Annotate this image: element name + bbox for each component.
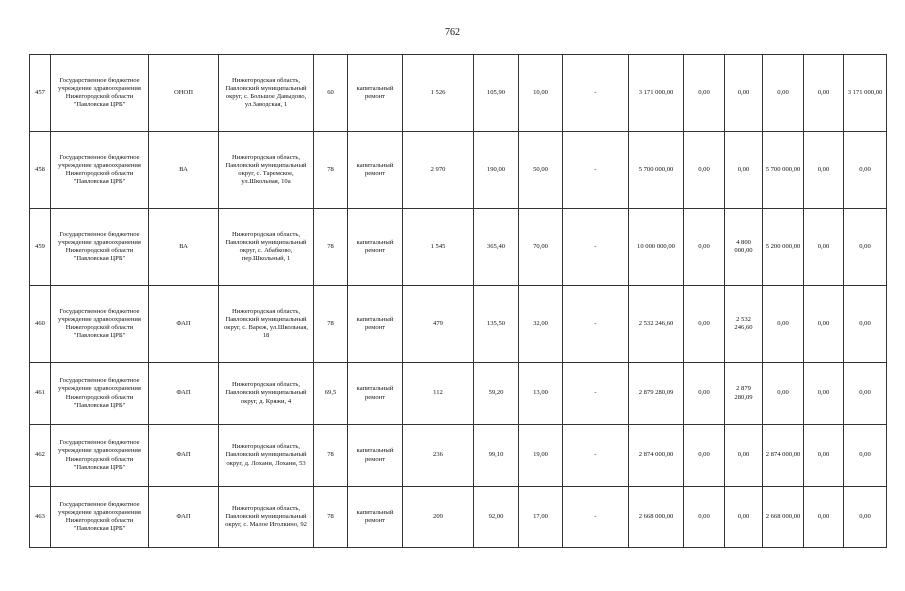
value-cell: 209 [403,487,474,548]
value-cell: 0,00 [725,487,763,548]
value-cell: 0,00 [804,286,844,363]
value-cell: 0,00 [844,286,887,363]
organization-cell: Государственное бюджетное учреждение здравоохранения Нижегородской области "Павловская ЦРБ" [51,55,149,132]
value-cell: - [563,487,629,548]
value-cell: 5 700 000,00 [763,132,804,209]
value-cell: 1 545 [403,209,474,286]
total-cost-cell: 2 879 280,09 [629,363,684,425]
value-cell: 112 [403,363,474,425]
value-cell: 0,00 [725,55,763,132]
year-cell: 78 [314,209,348,286]
table-row [30,425,887,487]
facility-type-cell: ФАП [149,286,219,363]
address-cell: Нижегородская область, Павловский муниципальный округ, д. Кряжи, 4 [219,363,314,425]
work-type-cell: капитальный ремонт [348,286,403,363]
table-row [30,286,887,363]
table-row [30,209,887,286]
value-cell: 5 200 000,00 [763,209,804,286]
value-cell: 0,00 [804,363,844,425]
facility-type-cell: ФАП [149,363,219,425]
address-cell: Нижегородская область, Павловский муниципальный округ, д. Лохани, Лохани, 53 [219,425,314,487]
total-cost-cell: 5 700 000,00 [629,132,684,209]
work-type-cell: капитальный ремонт [348,132,403,209]
value-cell: 0,00 [804,425,844,487]
facility-type-cell: ОНОП [149,55,219,132]
value-cell: 135,50 [474,286,519,363]
table-row [30,132,887,209]
value-cell: 0,00 [684,487,725,548]
value-cell: - [563,209,629,286]
value-cell: 0,00 [725,132,763,209]
value-cell: 0,00 [763,286,804,363]
address-cell: Нижегородская область, Павловский муниципальный округ, с. Большое Давыдово, ул.Заводская, 1 [219,55,314,132]
value-cell: 0,00 [844,425,887,487]
year-cell: 60 [314,55,348,132]
value-cell: 70,00 [519,209,563,286]
value-cell: 0,00 [763,363,804,425]
value-cell: 4 800 000,00 [725,209,763,286]
value-cell: 0,00 [684,55,725,132]
address-cell: Нижегородская область, Павловский муниципальный округ, с. Абабково, пер.Школьный, 1 [219,209,314,286]
value-cell: 0,00 [684,286,725,363]
value-cell: 19,00 [519,425,563,487]
value-cell: 0,00 [684,363,725,425]
value-cell: 0,00 [804,209,844,286]
value-cell: 0,00 [725,425,763,487]
row-number: 460 [30,286,51,363]
year-cell: 78 [314,425,348,487]
year-cell: 78 [314,132,348,209]
year-cell: 69,5 [314,363,348,425]
facility-type-cell: ВА [149,132,219,209]
value-cell: 99,10 [474,425,519,487]
value-cell: 0,00 [844,209,887,286]
value-cell: 1 526 [403,55,474,132]
address-cell: Нижегородская область, Павловский муниципальный округ, с. Вареж, ул.Школьная, 18 [219,286,314,363]
value-cell: 0,00 [804,55,844,132]
value-cell: 2 668 000,00 [763,487,804,548]
address-cell: Нижегородская область, Павловский муниципальный округ, с. Малое Иголкино, 92 [219,487,314,548]
value-cell: 236 [403,425,474,487]
total-cost-cell: 10 000 000,00 [629,209,684,286]
organization-cell: Государственное бюджетное учреждение здравоохранения Нижегородской области "Павловская ЦРБ" [51,209,149,286]
value-cell: 0,00 [684,425,725,487]
work-type-cell: капитальный ремонт [348,55,403,132]
work-type-cell: капитальный ремонт [348,363,403,425]
total-cost-cell: 2 532 246,60 [629,286,684,363]
register-table [29,54,887,548]
value-cell: - [563,286,629,363]
organization-cell: Государственное бюджетное учреждение здравоохранения Нижегородской области "Павловская ЦРБ" [51,487,149,548]
row-number: 457 [30,55,51,132]
value-cell: 365,40 [474,209,519,286]
facility-type-cell: ФАП [149,487,219,548]
value-cell: 0,00 [844,132,887,209]
organization-cell: Государственное бюджетное учреждение здравоохранения Нижегородской области "Павловская ЦРБ" [51,132,149,209]
value-cell: 0,00 [844,363,887,425]
table-row [30,363,887,425]
value-cell: 2 874 000,00 [763,425,804,487]
facility-type-cell: ВА [149,209,219,286]
value-cell: 105,90 [474,55,519,132]
facility-type-cell: ФАП [149,425,219,487]
value-cell: 0,00 [763,55,804,132]
value-cell: 59,20 [474,363,519,425]
value-cell: 32,00 [519,286,563,363]
value-cell: 479 [403,286,474,363]
value-cell: 92,00 [474,487,519,548]
row-number: 463 [30,487,51,548]
value-cell: - [563,55,629,132]
work-type-cell: капитальный ремонт [348,209,403,286]
total-cost-cell: 2 874 000,00 [629,425,684,487]
address-cell: Нижегородская область, Павловский муниципальный округ, с. Таремское, ул.Школьная, 10а [219,132,314,209]
value-cell: 17,00 [519,487,563,548]
row-number: 458 [30,132,51,209]
value-cell: - [563,132,629,209]
organization-cell: Государственное бюджетное учреждение здравоохранения Нижегородской области "Павловская ЦРБ" [51,286,149,363]
value-cell: 0,00 [684,209,725,286]
value-cell: - [563,363,629,425]
organization-cell: Государственное бюджетное учреждение здравоохранения Нижегородской области "Павловская ЦРБ" [51,425,149,487]
year-cell: 78 [314,487,348,548]
value-cell: 2 879 280,09 [725,363,763,425]
value-cell: 2 532 246,60 [725,286,763,363]
value-cell: 3 171 000,00 [844,55,887,132]
row-number: 459 [30,209,51,286]
value-cell: 2 970 [403,132,474,209]
work-type-cell: капитальный ремонт [348,487,403,548]
table-row [30,55,887,132]
row-number: 461 [30,363,51,425]
total-cost-cell: 2 668 000,00 [629,487,684,548]
value-cell: 50,00 [519,132,563,209]
total-cost-cell: 3 171 000,00 [629,55,684,132]
work-type-cell: капитальный ремонт [348,425,403,487]
row-number: 462 [30,425,51,487]
value-cell: 10,00 [519,55,563,132]
value-cell: 0,00 [844,487,887,548]
value-cell: 0,00 [804,487,844,548]
value-cell: - [563,425,629,487]
table-row [30,487,887,548]
value-cell: 0,00 [804,132,844,209]
value-cell: 0,00 [684,132,725,209]
page-number: 762 [445,27,460,38]
value-cell: 13,00 [519,363,563,425]
value-cell: 190,00 [474,132,519,209]
year-cell: 78 [314,286,348,363]
organization-cell: Государственное бюджетное учреждение здравоохранения Нижегородской области "Павловская ЦРБ" [51,363,149,425]
